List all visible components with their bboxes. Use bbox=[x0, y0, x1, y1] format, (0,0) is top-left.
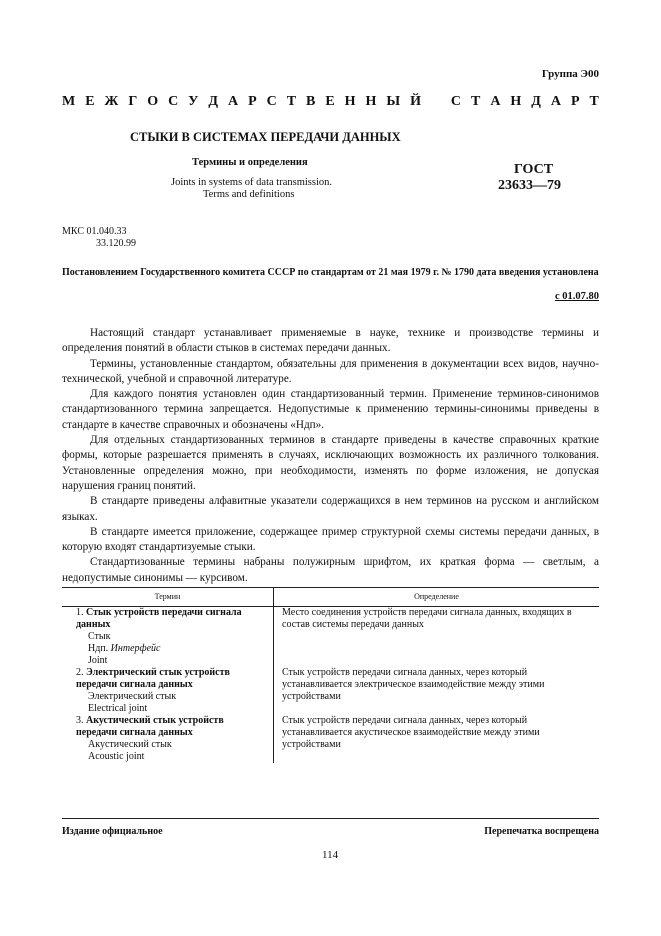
table-row bbox=[62, 607, 599, 668]
banner-letter: О bbox=[147, 94, 159, 109]
gost-label: ГОСТ bbox=[514, 162, 554, 177]
paragraph: Стандартизованные термины набраны полужирным шрифтом, их краткая форма — светлым, а недопустимые синонимы — курсивом. bbox=[62, 556, 599, 584]
term-english: Joint bbox=[88, 655, 108, 666]
ndp-term: Интерфейс bbox=[110, 643, 161, 654]
page-number: 114 bbox=[322, 849, 339, 861]
definition-cell: Стык устройств передачи сигнала данных, через который устанавливается электрическое взаимодействие между этими устройствами bbox=[282, 667, 545, 702]
paragraph: Для каждого понятия установлен один стандартизованный термин. Применение терминов-синонимов стандартизованного термина запрещается. Недопустимые к применению термины-синонимы приведены в стандарте в качестве справочных и обозначены «Ндп». bbox=[62, 388, 599, 431]
footer-official-edition: Издание официальное bbox=[62, 826, 163, 837]
term-english: Acoustic joint bbox=[88, 751, 145, 762]
term-number: 1. bbox=[76, 607, 84, 618]
term-main: Стык устройств передачи сигнала данных bbox=[76, 607, 242, 630]
banner-letter: Т bbox=[471, 94, 481, 109]
banner-letter: Н bbox=[365, 94, 377, 109]
banner-letter: С bbox=[450, 94, 462, 109]
banner-letter: Г bbox=[128, 94, 138, 109]
banner-letter: Т bbox=[589, 94, 599, 109]
banner-letter: У bbox=[188, 94, 199, 109]
term-english: Electrical joint bbox=[88, 703, 148, 714]
mks-code-2: 33.120.99 bbox=[96, 238, 136, 249]
term-short: Акустический стык bbox=[88, 739, 172, 750]
term-short: Стык bbox=[88, 631, 111, 642]
document-subtitle: Термины и определения bbox=[192, 157, 308, 168]
banner-letter: Р bbox=[570, 94, 580, 109]
banner-letter: Ы bbox=[386, 94, 401, 109]
ndp-prefix: Ндп. bbox=[88, 643, 109, 654]
definition-cell: Стык устройств передачи сигнала данных, через который устанавливается акустическое взаимодействие между этими устройствами bbox=[282, 715, 540, 750]
banner-letter: Ж bbox=[104, 94, 119, 109]
resolution-text: Постановлением Государственного комитета СССР по стандартам от 21 мая 1979 г. № 1790 дата введения установлена bbox=[62, 267, 599, 278]
paragraph: Настоящий стандарт устанавливает применяемые в науке, технике и производстве термины и определения понятий в области стыков в системах передачи данных. bbox=[62, 327, 599, 355]
term-number: 2. bbox=[76, 667, 84, 678]
intro-date: с 01.07.80 bbox=[554, 291, 599, 302]
header-term: Термин bbox=[62, 588, 274, 607]
paragraph: В стандарте приведены алфавитные указатели содержащихся в нем терминов на русском и английском языках. bbox=[62, 495, 599, 523]
term-cell bbox=[62, 715, 274, 763]
footer-reprint-prohibited: Перепечатка воспрещена bbox=[484, 826, 599, 837]
term-main: Электрический стык устройств передачи сигнала данных bbox=[76, 667, 230, 690]
banner-letter: Е bbox=[325, 94, 335, 109]
term-cell bbox=[62, 607, 274, 668]
term-ndp bbox=[76, 643, 267, 655]
banner-letter: С bbox=[266, 94, 277, 109]
term-short: Электрический стык bbox=[88, 691, 177, 702]
term-cell bbox=[62, 667, 274, 715]
banner-letter: Т bbox=[286, 94, 297, 109]
paragraph: Для отдельных стандартизованных терминов в стандарте приведены в качестве справочных краткие формы, которые разрешается применять в случаях, исключающих возможность их различного толкования. Установленные определения можно, при необходимости, изменять по форме изложения, не допуская нарушения границ понятий. bbox=[62, 434, 599, 492]
banner-letter: Н bbox=[344, 94, 356, 109]
banner-letter: Н bbox=[510, 94, 522, 109]
paragraph: В стандарте имеется приложение, содержащее пример структурной схемы системы передачи данных, в которую входят стандартизуемые стыки. bbox=[62, 525, 599, 554]
banner-letter: А bbox=[228, 94, 239, 109]
header-definition: Определение bbox=[274, 588, 600, 607]
footer-divider bbox=[62, 818, 599, 819]
paragraph: Термины, установленные стандартом, обязательны для применения в документации всех видов, научно-технической, учебной и справочной литературе. bbox=[62, 357, 599, 385]
title-english-line1: Joints in systems of data transmission. bbox=[171, 177, 332, 188]
body-text bbox=[62, 326, 599, 586]
banner-letter: М bbox=[62, 94, 76, 109]
group-code: Группа Э00 bbox=[541, 68, 599, 80]
document-title: СТЫКИ В СИСТЕМАХ ПЕРЕДАЧИ ДАННЫХ bbox=[130, 130, 401, 144]
banner-letter: Р bbox=[248, 94, 257, 109]
term-main: Акустический стык устройств передачи сигнала данных bbox=[76, 715, 224, 738]
table-row bbox=[62, 667, 599, 715]
term-number: 3. bbox=[76, 715, 84, 726]
banner-letter: А bbox=[490, 94, 501, 109]
mks-code-1: МКС 01.040.33 bbox=[62, 226, 127, 237]
banner-letter: Й bbox=[410, 94, 421, 109]
banner-letter: Д bbox=[208, 94, 219, 109]
banner-letter: Е bbox=[85, 94, 95, 109]
banner-letter: Д bbox=[531, 94, 541, 109]
banner-letter: В bbox=[306, 94, 316, 109]
banner-letter: С bbox=[168, 94, 179, 109]
definition-cell: Место соединения устройств передачи сигнала данных, входящих в состав системы передачи данных bbox=[282, 607, 572, 630]
gost-number: 23633—79 bbox=[498, 178, 561, 193]
banner-letter: А bbox=[550, 94, 561, 109]
title-english-line2: Terms and definitions bbox=[203, 189, 295, 200]
table-row bbox=[62, 715, 599, 763]
terms-table bbox=[62, 587, 599, 763]
standard-banner bbox=[62, 94, 599, 110]
